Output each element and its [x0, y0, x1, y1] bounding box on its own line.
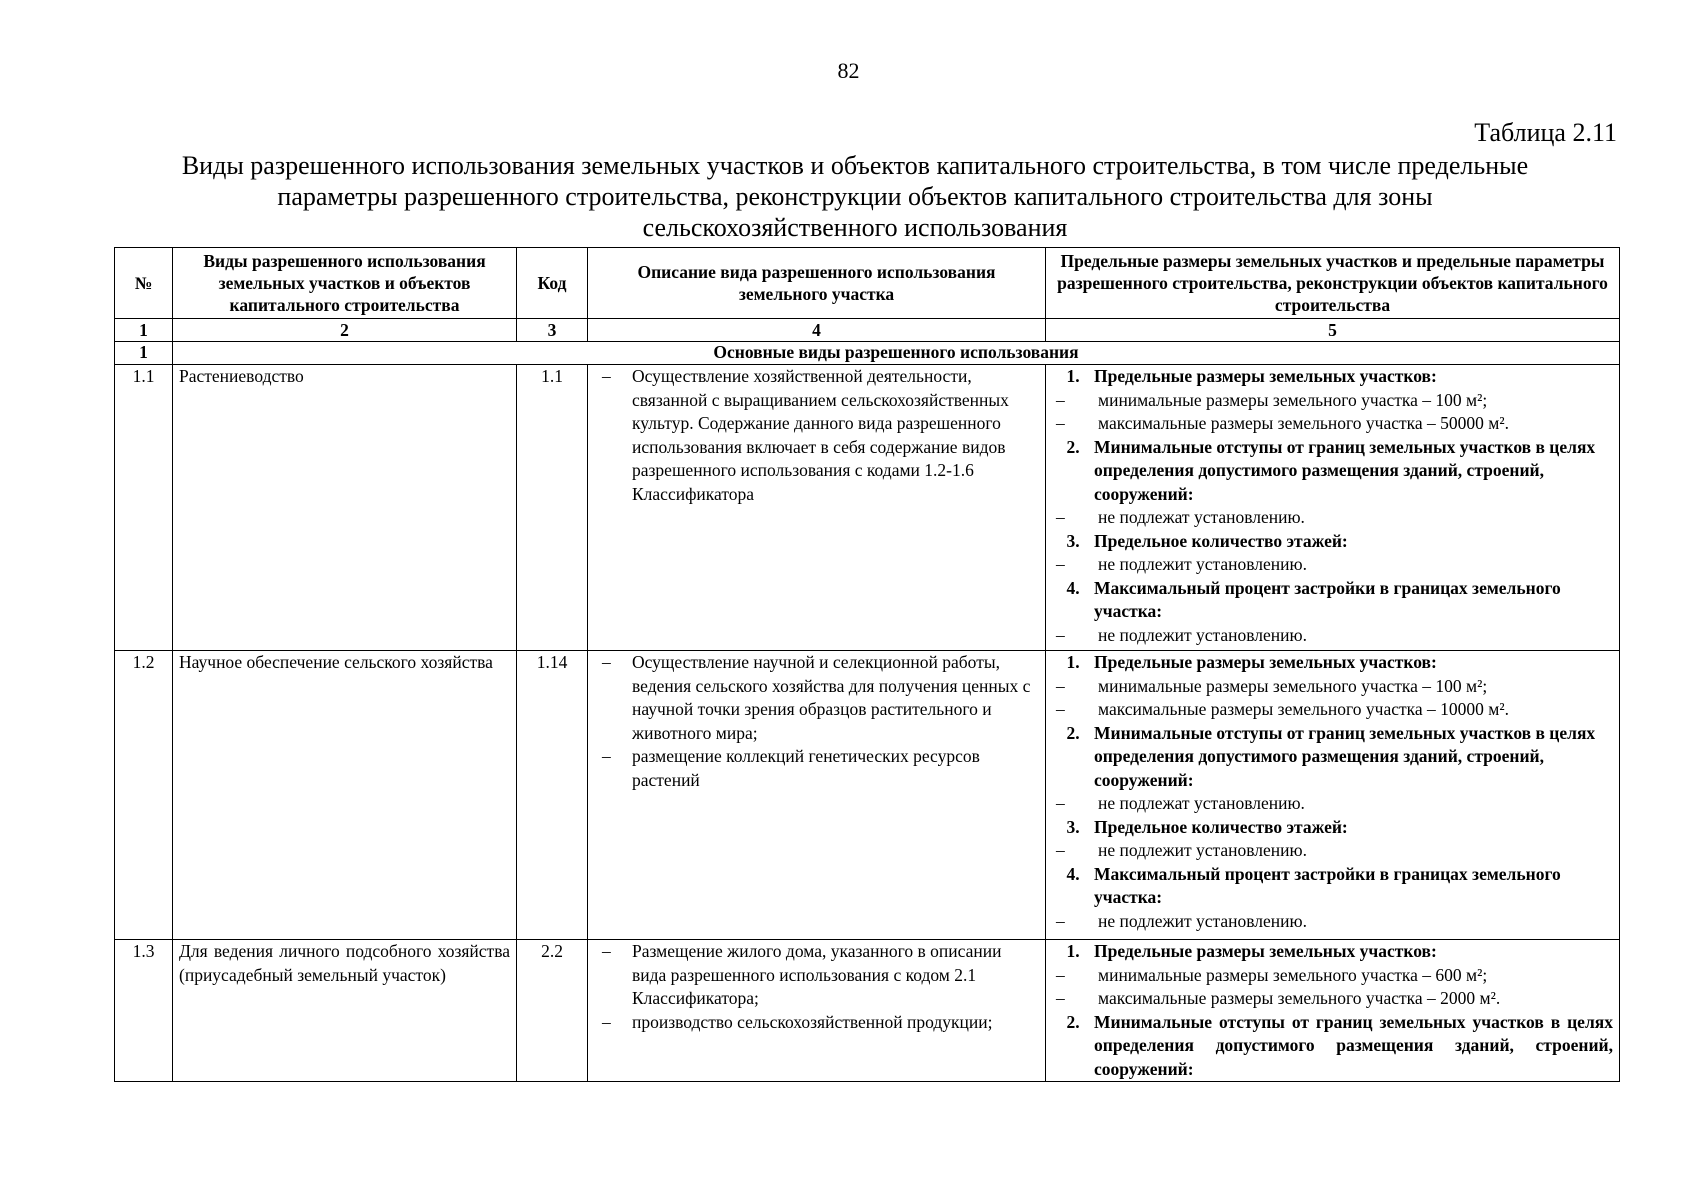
column-number: 4	[588, 319, 1046, 342]
description-list	[594, 651, 1039, 792]
dash-marker: –	[1056, 910, 1065, 931]
parameter-number: 3.	[1066, 530, 1080, 551]
dash-marker: –	[1056, 507, 1065, 527]
row-code: 1.14	[517, 651, 588, 940]
table-row	[115, 940, 1620, 1082]
row-code: 2.2	[517, 940, 588, 1082]
dash-marker: –	[1056, 554, 1065, 574]
parameter-value-text: минимальные размеры земельного участка – 100 м²;	[1098, 675, 1488, 696]
parameter-value-text: не подлежит установлению.	[1098, 910, 1307, 931]
description-item	[594, 1011, 1039, 1035]
parameter-heading	[1052, 722, 1613, 793]
dash-marker: –	[1056, 964, 1065, 985]
parameter-value-text: минимальные размеры земельного участка – 600 м²;	[1098, 964, 1488, 985]
table-header-row	[115, 248, 1620, 319]
parameter-heading	[1052, 530, 1613, 554]
column-number: 5	[1046, 319, 1620, 342]
table-label: Таблица 2.11	[1474, 118, 1617, 147]
parameter-heading	[1052, 577, 1613, 624]
parameter-value	[1052, 412, 1613, 436]
parameter-number: 2.	[1066, 1011, 1080, 1032]
header-parameters: Предельные размеры земельных участков и предельные параметры разрешенного строительства, реконструкции объектов капитального строительства	[1046, 248, 1620, 319]
parameter-title: Предельные размеры земельных участков:	[1094, 366, 1437, 386]
parameter-value	[1052, 964, 1613, 988]
parameter-heading	[1052, 1011, 1613, 1082]
row-number: 1.3	[115, 940, 173, 1082]
row-parameters	[1046, 365, 1620, 651]
parameter-value-text: не подлежит установлению.	[1098, 554, 1307, 574]
parameter-value	[1052, 675, 1613, 699]
parameter-value	[1052, 698, 1613, 722]
parameter-title: Максимальный процент застройки в границах земельного участка:	[1094, 863, 1561, 907]
parameter-value-text: не подлежат установлению.	[1098, 793, 1305, 813]
description-item	[594, 651, 1039, 745]
description-item	[594, 365, 1039, 506]
parameter-heading	[1052, 651, 1613, 675]
page-number: 82	[837, 58, 860, 83]
parameter-value	[1052, 792, 1613, 816]
parameter-number: 2.	[1066, 436, 1080, 457]
parameter-number: 3.	[1066, 816, 1080, 837]
parameter-title: Максимальный процент застройки в границах земельного участка:	[1094, 577, 1561, 621]
table-title	[115, 150, 1595, 243]
dash-marker: –	[602, 366, 611, 386]
parameter-title: Предельные размеры земельных участков:	[1094, 941, 1437, 961]
description-text: Осуществление научной и селекционной работы, ведения сельского хозяйства для получения ценных с научной точки зрения образцов растительного и животного мира;	[632, 652, 1031, 743]
dash-marker: –	[602, 746, 611, 766]
parameter-title: Минимальные отступы от границ земельных участков в целях определения допустимого размещения зданий, строений, сооружений:	[1094, 436, 1596, 504]
row-description	[588, 651, 1046, 940]
dash-marker: –	[1056, 624, 1065, 645]
column-number: 2	[173, 319, 517, 342]
parameter-heading	[1052, 940, 1613, 964]
description-item	[594, 745, 1039, 792]
header-code: Код	[517, 248, 588, 319]
parameter-value	[1052, 553, 1613, 577]
table-title-line: Виды разрешенного использования земельных участков и объектов капитального строительства, в том числе предельные	[181, 151, 1529, 180]
row-code: 1.1	[517, 365, 588, 651]
row-parameters	[1046, 940, 1620, 1082]
parameter-value-text: максимальные размеры земельного участка – 2000 м².	[1098, 988, 1501, 1008]
parameter-value-text: не подлежит установлению.	[1098, 624, 1307, 645]
parameter-value-text: минимальные размеры земельного участка – 100 м²;	[1098, 389, 1488, 410]
parameter-title: Минимальные отступы от границ земельных участков в целях определения допустимого размещения зданий, строений, сооружений:	[1094, 722, 1596, 790]
description-text: Размещение жилого дома, указанного в описании вида разрешенного использования с кодом 2.1 Классификатора;	[632, 941, 1002, 1008]
section-title: Основные виды разрешенного использования	[173, 342, 1620, 365]
parameter-number: 1.	[1066, 941, 1080, 961]
parameter-number: 4.	[1066, 863, 1080, 884]
header-number: №	[115, 248, 173, 319]
parameter-number: 4.	[1066, 577, 1080, 598]
description-text: Осуществление хозяйственной деятельности, связанной с выращиванием сельскохозяйственных культур. Содержание данного вида разрешенного использования включает в себя содержание видов разрешенного использования с кодами 1.2-1.6 Классификатора	[632, 366, 1009, 504]
parameter-value-text: максимальные размеры земельного участка – 50000 м².	[1098, 413, 1509, 433]
section-number: 1	[115, 342, 173, 365]
row-number: 1.1	[115, 365, 173, 651]
row-use-type: Научное обеспечение сельского хозяйства	[173, 651, 517, 940]
header-description: Описание вида разрешенного использования земельного участка	[588, 248, 1046, 319]
row-number: 1.2	[115, 651, 173, 940]
row-use-type: Растениеводство	[173, 365, 517, 651]
dash-marker: –	[1056, 389, 1065, 410]
parameter-value-text: не подлежат установлению.	[1098, 507, 1305, 527]
row-use-type: Для ведения личного подсобного хозяйства (приусадебный земельный участок)	[173, 940, 517, 1082]
description-text: производство сельскохозяйственной продукции;	[632, 1011, 993, 1032]
parameter-title: Предельное количество этажей:	[1094, 816, 1348, 837]
parameter-value	[1052, 389, 1613, 413]
dash-marker: –	[1056, 699, 1065, 719]
dash-marker: –	[1056, 840, 1065, 860]
parameter-value	[1052, 910, 1613, 934]
parameter-heading	[1052, 816, 1613, 840]
section-row	[115, 342, 1620, 365]
row-description	[588, 940, 1046, 1082]
parameter-heading	[1052, 365, 1613, 389]
parameter-title: Предельные размеры земельных участков:	[1094, 652, 1437, 672]
parameter-value	[1052, 506, 1613, 530]
dash-marker: –	[602, 1011, 611, 1032]
description-item	[594, 940, 1039, 1011]
column-number-row	[115, 319, 1620, 342]
dash-marker: –	[1056, 988, 1065, 1008]
parameter-number: 1.	[1066, 652, 1080, 672]
description-text: размещение коллекций генетических ресурсов растений	[632, 746, 980, 790]
header-use-type: Виды разрешенного использования земельных участков и объектов капитального строительства	[173, 248, 517, 319]
description-list	[594, 365, 1039, 506]
parameter-value	[1052, 839, 1613, 863]
parameter-title: Минимальные отступы от границ земельных участков в целях определения допустимого размещения зданий, строений, сооружений:	[1094, 1011, 1613, 1079]
column-number: 1	[115, 319, 173, 342]
land-use-table	[114, 247, 1620, 1082]
table-title-line: параметры разрешенного строительства, реконструкции объектов капитального строительства для зоны	[277, 182, 1433, 211]
dash-marker: –	[602, 652, 611, 672]
row-description	[588, 365, 1046, 651]
row-parameters	[1046, 651, 1620, 940]
parameter-value-text: максимальные размеры земельного участка – 10000 м².	[1098, 699, 1509, 719]
description-list	[594, 940, 1039, 1034]
parameter-title: Предельное количество этажей:	[1094, 530, 1348, 551]
column-number: 3	[517, 319, 588, 342]
parameter-value	[1052, 624, 1613, 648]
parameter-number: 2.	[1066, 722, 1080, 743]
table-title-line: сельскохозяйственного использования	[642, 213, 1068, 242]
parameter-heading	[1052, 436, 1613, 507]
parameter-heading	[1052, 863, 1613, 910]
parameter-value-text: не подлежит установлению.	[1098, 840, 1307, 860]
dash-marker: –	[1056, 413, 1065, 433]
table-row	[115, 651, 1620, 940]
parameter-number: 1.	[1066, 366, 1080, 386]
dash-marker: –	[602, 941, 611, 961]
dash-marker: –	[1056, 675, 1065, 696]
parameter-value	[1052, 987, 1613, 1011]
dash-marker: –	[1056, 793, 1065, 813]
table-row	[115, 365, 1620, 651]
